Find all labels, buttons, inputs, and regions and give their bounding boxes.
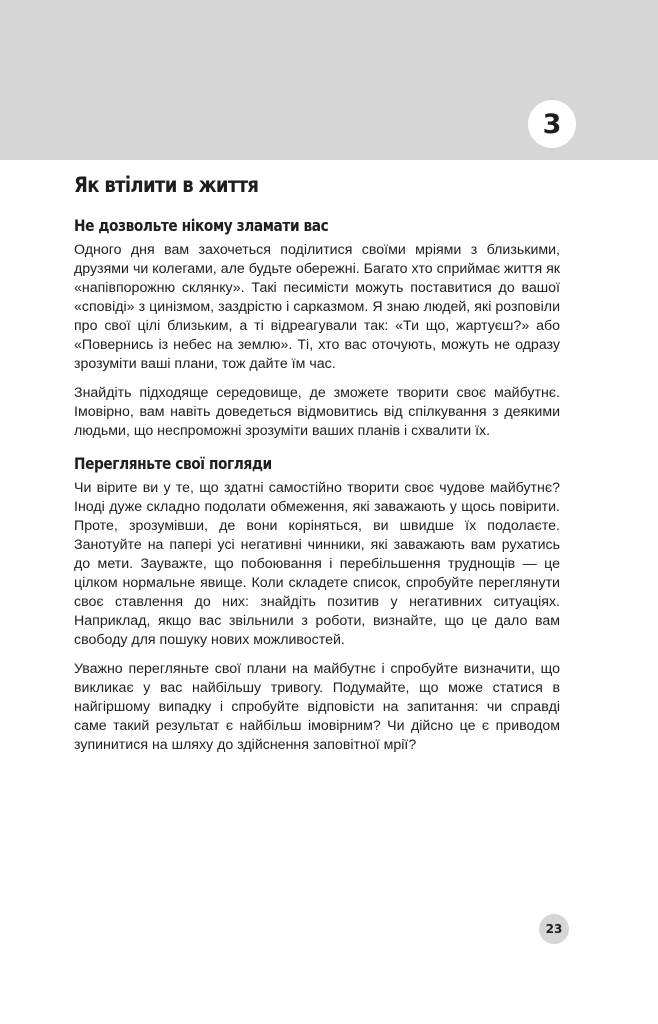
- chapter-header-band: [0, 0, 658, 160]
- paragraph: Чи вірите ви у те, що здатні самостійно творити своє чудове майбутнє? Іноді дуже складно подолати обмеження, які заважають у щось повірити. Проте, зрозумівши, де вони коріняться, ви швидше їх подолаєте. Занотуйте на папері усі негативні чинники, які заважають вам рухатись до мети. Зауважте, що побоювання і перебільшення труднощів — це цілком нормальне явище. Коли складете список, спробуйте переглянути своє ставлення до них: знайдіть позитив у негативних ситуаціях. Наприклад, якщо вас звільнили з роботи, визнайте, що це дало вам свободу для пошуку нових можливостей.: [74, 480, 560, 648]
- paragraph: Уважно перегляньте свої плани на майбутнє і спробуйте визначити, що викликає у вас найбільшу тривогу. Подумайте, що може статися в найгіршому випадку і спробуйте відповісти на запитання: чи справді саме такий результат є найбільш імовірним? Чи дійсно це є приводом зупинитися на шляху до здійснення заповітної мрії?: [74, 661, 560, 753]
- section-heading-dont-let-anyone-break-you: Не дозвольте нікому зламати вас: [74, 216, 329, 235]
- paragraph: Знайдіть підходяще середовище, де зможете творити своє майбутнє. Імовірно, вам навіть доведеться відмовитись від спілкування з деякими людьми, що неспроможні зрозуміти ваших планів і схвалити їх.: [74, 385, 560, 439]
- chapter-number-badge: 3: [528, 100, 576, 148]
- paragraph: Одного дня вам захочеться поділитися своїми мріями з близькими, друзями чи колегами, але будьте обережні. Багато хто сприймає життя як «напівпорожню склянку». Такі песимісти можуть поставитися до вашої «сповіді» з цинізмом, заздрістю і сарказмом. Я знаю людей, які розповіли про свої цілі близьким, а ті відреагували так: «Ти що, жартуєш?» або «Повернись із небес на землю». Ті, хто вас оточують, можуть не одразу зрозуміти ваші плани, тож дайте їм час.: [74, 242, 560, 372]
- section-heading-review-your-views: Перегляньте свої погляди: [74, 454, 272, 473]
- page-number-badge: 23: [539, 914, 569, 944]
- chapter-title: Як втілити в життя: [74, 173, 259, 197]
- page-content: [74, 170, 560, 765]
